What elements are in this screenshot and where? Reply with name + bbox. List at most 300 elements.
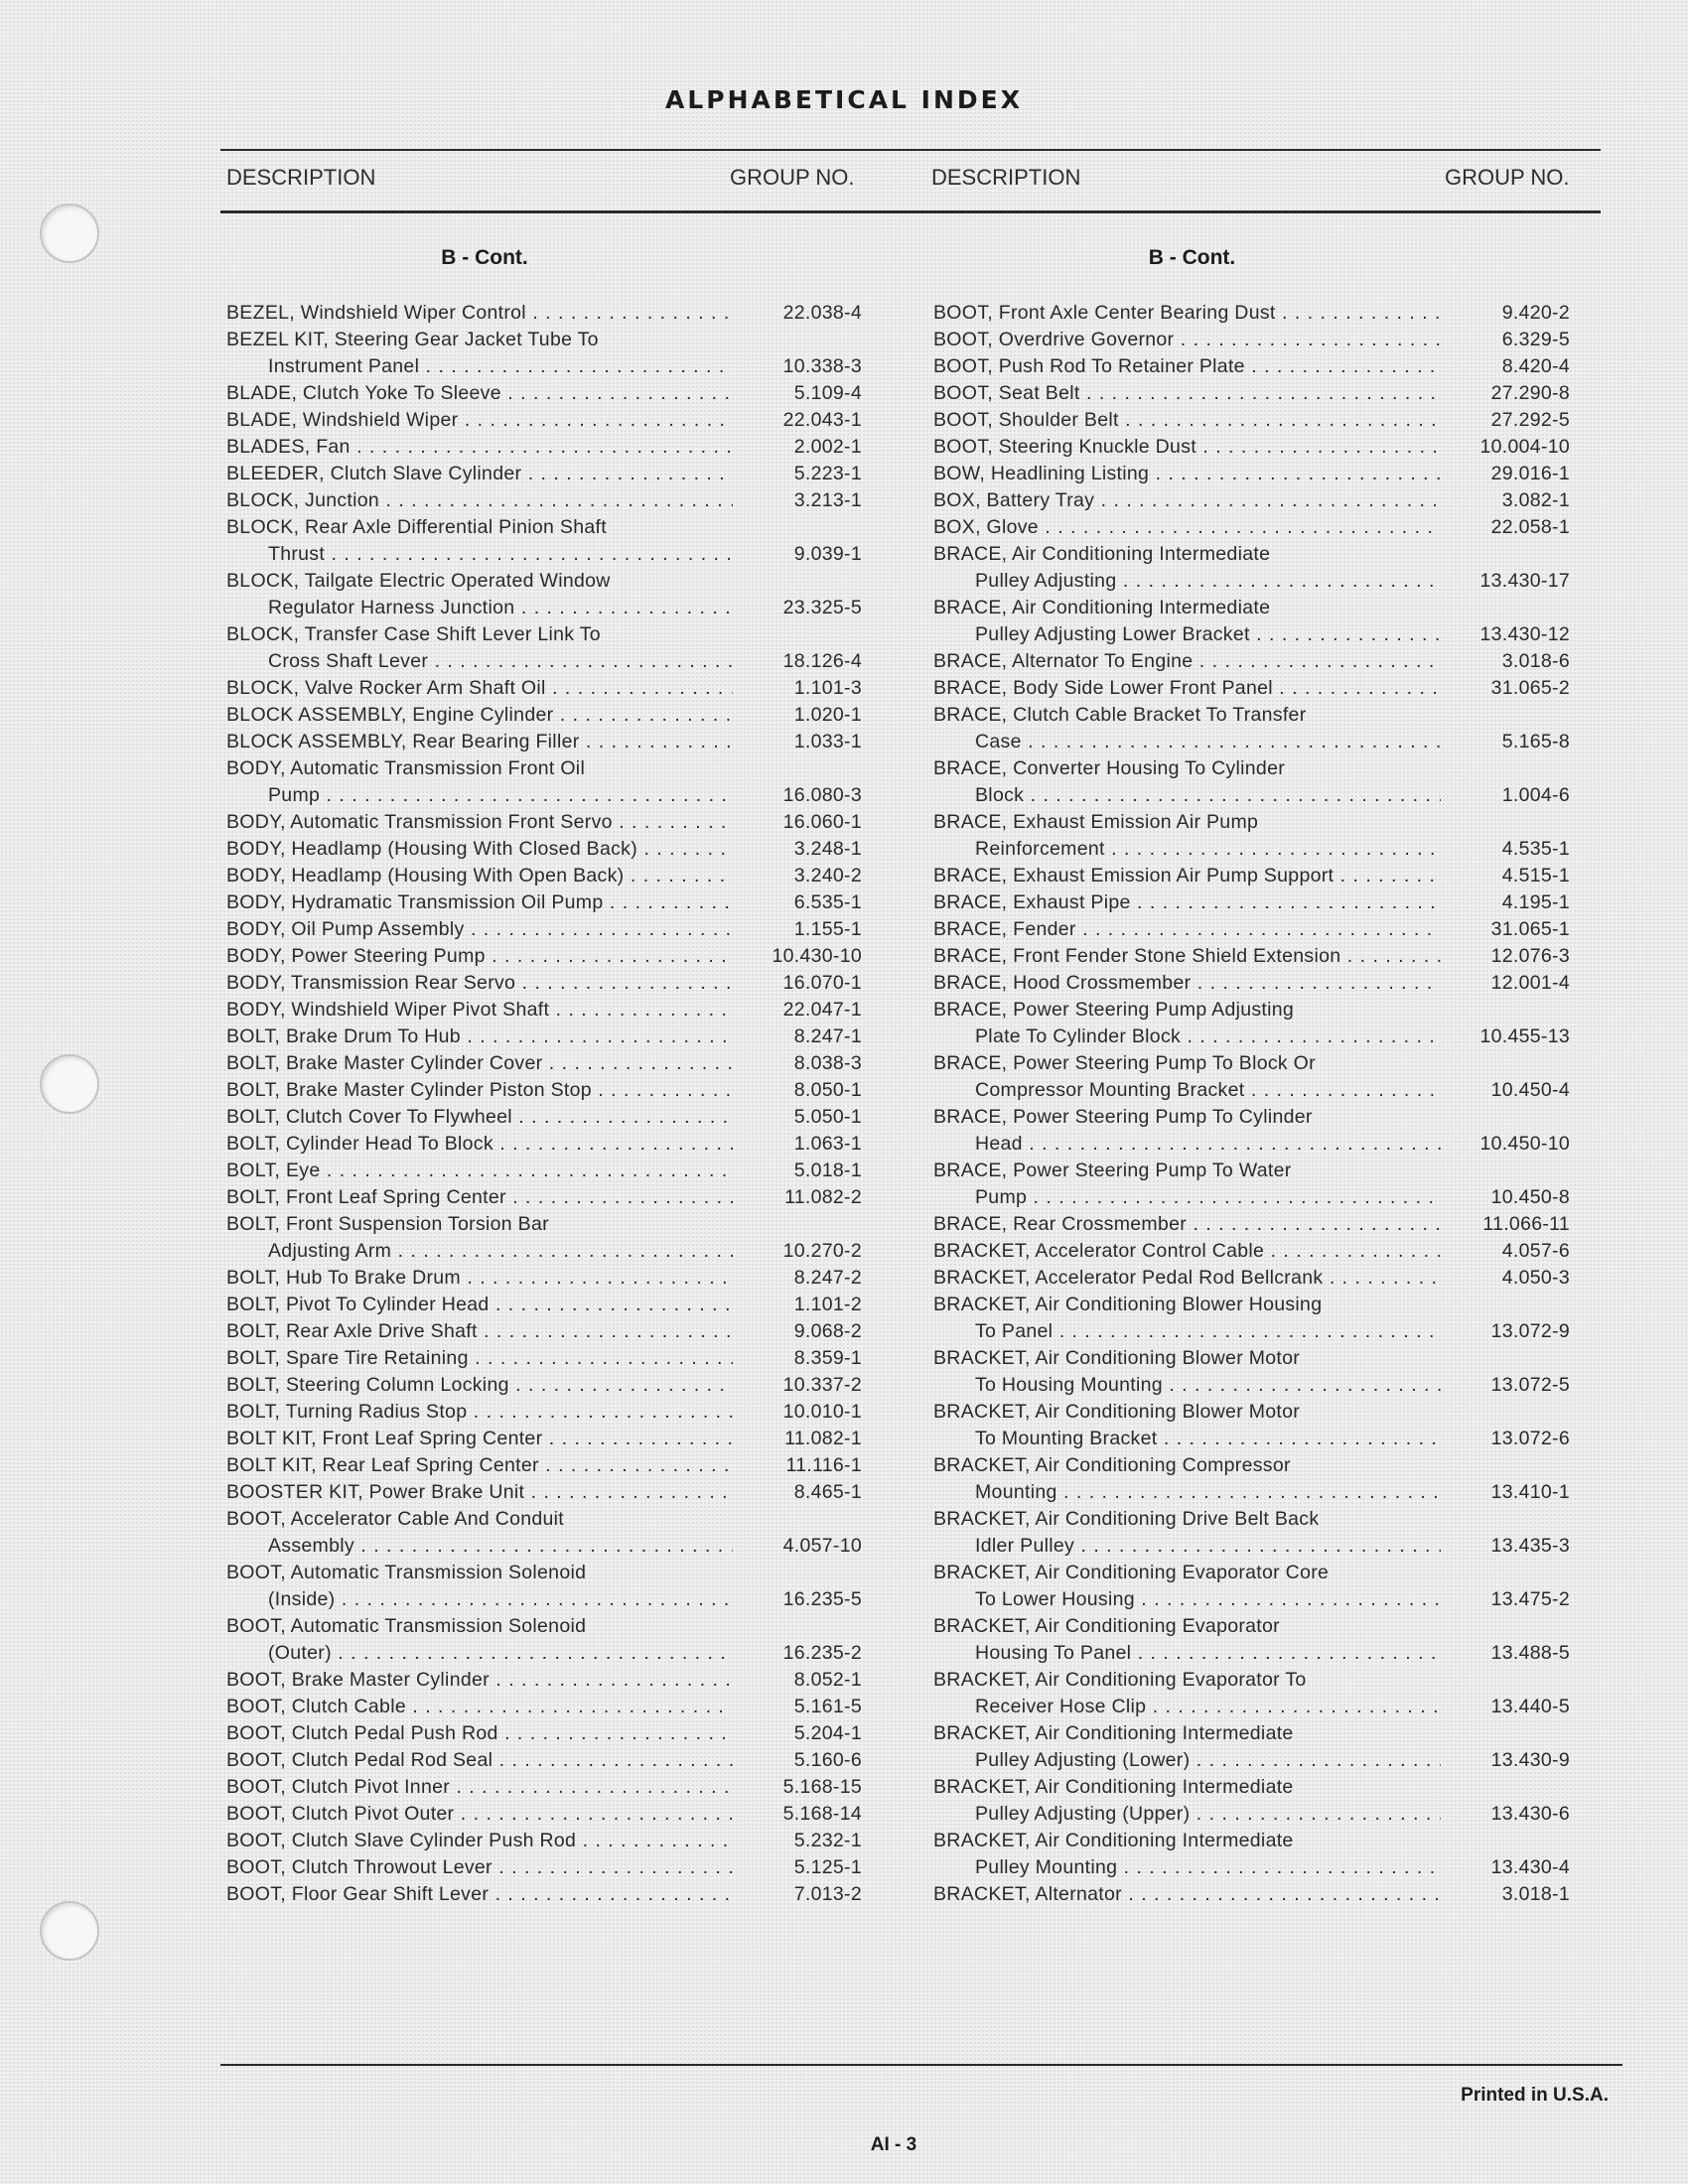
- entry-description: [226, 1560, 733, 1613]
- entry-group-number: 27.292-5: [1490, 409, 1570, 431]
- entry-group-number: 10.450-4: [1490, 1079, 1570, 1101]
- right-description-header: DESCRIPTION: [931, 165, 1081, 190]
- index-entry: [226, 1801, 862, 1828]
- entry-description: [226, 1747, 733, 1774]
- entry-description: [933, 702, 1441, 755]
- index-entry: [933, 1506, 1570, 1560]
- entry-description-line: BRACE, Air Conditioning Intermediate: [933, 543, 1271, 565]
- entry-description: [933, 327, 1441, 353]
- index-entry: [226, 327, 862, 380]
- entry-group-number: 1.020-1: [793, 704, 862, 726]
- index-entry: [933, 595, 1570, 648]
- index-entry: [933, 1399, 1570, 1452]
- entry-description: [226, 1158, 733, 1184]
- entry-description: [226, 1479, 733, 1506]
- entry-description-line: BOLT, Brake Drum To Hub . . .: [226, 1024, 733, 1050]
- entry-description-continuation: Housing To Panel . . .: [933, 1640, 1441, 1667]
- entry-description: [933, 434, 1441, 461]
- index-entry: [226, 1211, 862, 1265]
- entry-group-number: 10.004-10: [1479, 436, 1570, 458]
- entry-description-line: BOLT, Hub To Brake Drum . . .: [226, 1265, 733, 1292]
- entry-description-line: BRACE, Power Steering Pump To Water: [933, 1160, 1292, 1181]
- index-entry: [933, 300, 1570, 327]
- entry-description-continuation: Compressor Mounting Bracket . . .: [933, 1077, 1441, 1104]
- entry-description: [933, 863, 1441, 889]
- entry-group-number: 22.047-1: [782, 999, 862, 1021]
- index-entry: [226, 970, 862, 997]
- entry-description-line: BLEEDER, Clutch Slave Cylinder . . .: [226, 461, 733, 487]
- entry-description-continuation: To Housing Mounting . . .: [933, 1372, 1441, 1399]
- entry-group-number: 13.072-5: [1490, 1374, 1570, 1396]
- entry-description-line: BRACE, Hood Crossmember . . .: [933, 970, 1441, 997]
- entry-group-number: 8.052-1: [793, 1669, 862, 1691]
- index-entry: [226, 1077, 862, 1104]
- entry-description-line: BEZEL, Windshield Wiper Control . . .: [226, 300, 733, 327]
- entry-description: [933, 1211, 1441, 1238]
- entry-description: [933, 1667, 1441, 1720]
- index-entry: [226, 1479, 862, 1506]
- entry-description-continuation: Case . . .: [933, 729, 1441, 755]
- entry-group-number: 5.204-1: [793, 1722, 862, 1744]
- entry-description: [933, 943, 1441, 970]
- entry-group-number: 5.050-1: [793, 1106, 862, 1128]
- entry-group-number: 13.430-12: [1479, 623, 1570, 645]
- entry-description-continuation: Reinforcement . . .: [933, 836, 1441, 863]
- entry-description-continuation: Receiver Hose Clip . . .: [933, 1694, 1441, 1720]
- entry-description: [226, 380, 733, 407]
- entry-group-number: 29.016-1: [1490, 463, 1570, 484]
- entry-description-line: BOLT, Pivot To Cylinder Head . . .: [226, 1292, 733, 1318]
- index-entry: [933, 1158, 1570, 1211]
- entry-description-line: BRACE, Power Steering Pump To Block Or: [933, 1052, 1316, 1074]
- entry-description: [226, 809, 733, 836]
- entry-description: [933, 1292, 1441, 1345]
- entry-group-number: 3.018-1: [1501, 1883, 1570, 1905]
- entry-description-line: BLOCK, Transfer Case Shift Lever Link To: [226, 623, 601, 645]
- index-entry: [933, 702, 1570, 755]
- entry-description: [226, 1667, 733, 1694]
- entry-description-line: BLADES, Fan . . .: [226, 434, 733, 461]
- entry-group-number: 13.430-9: [1490, 1749, 1570, 1771]
- entry-group-number: 5.018-1: [793, 1160, 862, 1181]
- entry-description: [226, 1801, 733, 1828]
- index-entry: [226, 675, 862, 702]
- entry-description-line: BOLT, Brake Master Cylinder Cover . . .: [226, 1050, 733, 1077]
- entry-description: [226, 1318, 733, 1345]
- index-entry: [226, 1854, 862, 1881]
- index-entry: [933, 327, 1570, 353]
- entry-description: [226, 300, 733, 327]
- entry-description-line: BOOT, Clutch Pedal Push Rod . . .: [226, 1720, 733, 1747]
- entry-group-number: 4.535-1: [1501, 838, 1570, 860]
- entry-description-line: BRACKET, Air Conditioning Blower Motor: [933, 1347, 1301, 1369]
- entry-group-number: 3.240-2: [793, 865, 862, 887]
- entry-group-number: 27.290-8: [1490, 382, 1570, 404]
- index-entry: [226, 380, 862, 407]
- entry-group-number: 18.126-4: [782, 650, 862, 672]
- entry-description-line: BOOT, Shoulder Belt . . .: [933, 407, 1441, 434]
- entry-description-continuation: To Lower Housing . . .: [933, 1586, 1441, 1613]
- entry-group-number: 5.168-14: [782, 1803, 862, 1825]
- entry-description-line: BOOT, Clutch Pivot Outer . . .: [226, 1801, 733, 1828]
- entry-description: [226, 1024, 733, 1050]
- entry-description-line: BOLT, Spare Tire Retaining . . .: [226, 1345, 733, 1372]
- index-entry: [226, 809, 862, 836]
- entry-description: [933, 1158, 1441, 1211]
- entry-description-line: BOOT, Overdrive Governor . . .: [933, 327, 1441, 353]
- entry-group-number: 10.270-2: [782, 1240, 862, 1262]
- entry-group-number: 8.465-1: [793, 1481, 862, 1503]
- index-entry: [226, 1828, 862, 1854]
- entry-description: [226, 1104, 733, 1131]
- entry-description-line: BOX, Glove . . .: [933, 514, 1441, 541]
- entry-description: [933, 380, 1441, 407]
- entry-description-line: BOOT, Clutch Pedal Rod Seal . . .: [226, 1747, 733, 1774]
- entry-description: [933, 487, 1441, 514]
- entry-description-line: BRACE, Alternator To Engine . . .: [933, 648, 1441, 675]
- entry-description: [933, 1881, 1441, 1908]
- entry-description-line: BOOT, Accelerator Cable And Conduit: [226, 1508, 565, 1530]
- entry-description-line: BOLT, Turning Radius Stop . . .: [226, 1399, 733, 1426]
- entry-description-line: BRACE, Power Steering Pump To Cylinder: [933, 1106, 1313, 1128]
- entry-description: [226, 1828, 733, 1854]
- index-entry: [226, 621, 862, 675]
- entry-group-number: 13.410-1: [1490, 1481, 1570, 1503]
- entry-description: [933, 1560, 1441, 1613]
- entry-description-line: BOLT KIT, Rear Leaf Spring Center . . .: [226, 1452, 733, 1479]
- entry-description: [226, 1694, 733, 1720]
- footer-rule: [220, 2064, 1622, 2066]
- entry-description: [933, 1050, 1441, 1104]
- entry-description-line: BLOCK, Rear Axle Differential Pinion Shaft: [226, 516, 607, 538]
- entry-description: [226, 1506, 733, 1560]
- entry-group-number: 8.247-2: [793, 1267, 862, 1289]
- entry-description-line: BRACE, Converter Housing To Cylinder: [933, 757, 1286, 779]
- entry-group-number: 5.161-5: [793, 1696, 862, 1717]
- entry-group-number: 5.223-1: [793, 463, 862, 484]
- index-entry: [226, 1774, 862, 1801]
- entry-description: [933, 675, 1441, 702]
- entry-description: [226, 461, 733, 487]
- entry-description-line: BRACKET, Air Conditioning Intermediate: [933, 1722, 1294, 1744]
- entry-description-line: BLOCK ASSEMBLY, Rear Bearing Filler . . .: [226, 729, 733, 755]
- entry-group-number: 11.082-1: [784, 1428, 862, 1449]
- entry-description-line: BOLT, Eye . . .: [226, 1158, 733, 1184]
- entry-description: [933, 300, 1441, 327]
- entry-group-number: 16.070-1: [782, 972, 862, 994]
- entry-group-number: 13.430-4: [1490, 1856, 1570, 1878]
- entry-description-line: BOLT, Front Suspension Torsion Bar: [226, 1213, 549, 1235]
- entry-description-continuation: Assembly . . .: [226, 1533, 733, 1560]
- index-entry: [933, 997, 1570, 1050]
- entry-group-number: 31.065-1: [1490, 918, 1570, 940]
- entry-description-line: BRACE, Exhaust Pipe . . .: [933, 889, 1441, 916]
- entry-description: [226, 916, 733, 943]
- entry-description: [933, 1452, 1441, 1506]
- entry-description-continuation: Pump . . .: [226, 782, 733, 809]
- entry-description: [933, 970, 1441, 997]
- entry-group-number: 10.338-3: [782, 355, 862, 377]
- entry-description-line: BRACKET, Air Conditioning Compressor: [933, 1454, 1291, 1476]
- index-entry: [226, 434, 862, 461]
- index-entry: [226, 863, 862, 889]
- entry-description-line: BRACKET, Air Conditioning Intermediate: [933, 1776, 1294, 1798]
- entry-description: [933, 1104, 1441, 1158]
- entry-description-continuation: Block . . .: [933, 782, 1441, 809]
- entry-description-continuation: Pulley Adjusting (Upper) . . .: [933, 1801, 1441, 1828]
- entry-description-continuation: (Outer) . . .: [226, 1640, 733, 1667]
- entry-description: [933, 916, 1441, 943]
- entry-group-number: 3.082-1: [1501, 489, 1570, 511]
- entry-description: [933, 595, 1441, 648]
- index-entry: [226, 568, 862, 621]
- entry-description: [226, 675, 733, 702]
- entry-description-continuation: Instrument Panel . . .: [226, 353, 733, 380]
- entry-description: [226, 1211, 733, 1265]
- entry-description: [933, 1345, 1441, 1399]
- entry-group-number: 3.213-1: [793, 489, 862, 511]
- entry-description: [226, 327, 733, 380]
- entry-description-continuation: Pulley Adjusting Lower Bracket . . .: [933, 621, 1441, 648]
- entry-group-number: 1.063-1: [793, 1133, 862, 1155]
- entry-description: [933, 648, 1441, 675]
- entry-description-line: BOOSTER KIT, Power Brake Unit . . .: [226, 1479, 733, 1506]
- entry-group-number: 9.068-2: [793, 1320, 862, 1342]
- index-entries: [933, 300, 1570, 1908]
- entry-group-number: 5.168-15: [782, 1776, 862, 1798]
- entry-group-number: 3.018-6: [1501, 650, 1570, 672]
- entry-description: [933, 514, 1441, 541]
- entry-description: [933, 353, 1441, 380]
- entry-group-number: 23.325-5: [782, 597, 862, 618]
- entry-group-number: 1.033-1: [793, 731, 862, 752]
- index-entry: [226, 836, 862, 863]
- entry-description: [226, 487, 733, 514]
- index-entry: [933, 1104, 1570, 1158]
- entry-description-line: BOLT, Front Leaf Spring Center . . .: [226, 1184, 733, 1211]
- index-entry: [226, 889, 862, 916]
- binder-hole-middle: [40, 1054, 99, 1114]
- entry-group-number: 9.039-1: [793, 543, 862, 565]
- entry-description-line: BRACKET, Air Conditioning Drive Belt Back: [933, 1508, 1320, 1530]
- left-group-header: GROUP NO.: [730, 165, 855, 190]
- entry-description-line: BRACKET, Accelerator Pedal Rod Bellcrank . . .: [933, 1265, 1441, 1292]
- entry-description-line: BODY, Headlamp (Housing With Open Back) . . .: [226, 863, 733, 889]
- entry-group-number: 13.430-17: [1479, 570, 1570, 592]
- entry-description-line: BEZEL KIT, Steering Gear Jacket Tube To: [226, 329, 599, 350]
- entry-description: [933, 1506, 1441, 1560]
- entry-description-line: BODY, Power Steering Pump . . .: [226, 943, 733, 970]
- index-entry: [226, 1452, 862, 1479]
- index-entry: [933, 1881, 1570, 1908]
- entry-description-line: BOOT, Brake Master Cylinder . . .: [226, 1667, 733, 1694]
- entry-group-number: 22.043-1: [782, 409, 862, 431]
- entry-group-number: 13.072-6: [1490, 1428, 1570, 1449]
- entry-group-number: 10.450-8: [1490, 1186, 1570, 1208]
- entry-description-continuation: Idler Pulley . . .: [933, 1533, 1441, 1560]
- index-entry: [226, 1506, 862, 1560]
- entry-description-continuation: Thrust . . .: [226, 541, 733, 568]
- entry-description-continuation: (Inside) . . .: [226, 1586, 733, 1613]
- entry-description-continuation: Cross Shaft Lever . . .: [226, 648, 733, 675]
- entry-description-line: BOLT, Cylinder Head To Block . . .: [226, 1131, 733, 1158]
- index-entry: [226, 1024, 862, 1050]
- entry-group-number: 10.010-1: [782, 1401, 862, 1423]
- entry-description-line: BRACKET, Air Conditioning Blower Motor: [933, 1401, 1301, 1423]
- entry-description-continuation: Plate To Cylinder Block . . .: [933, 1024, 1441, 1050]
- entry-description-line: BOOT, Clutch Cable . . .: [226, 1694, 733, 1720]
- page-title: ALPHABETICAL INDEX: [664, 85, 1024, 114]
- entry-description-line: BRACKET, Air Conditioning Evaporator: [933, 1615, 1280, 1637]
- entry-group-number: 8.038-3: [793, 1052, 862, 1074]
- header-bottom-rule: [220, 210, 1601, 213]
- index-entry: [933, 1211, 1570, 1238]
- entry-group-number: 1.004-6: [1501, 784, 1570, 806]
- entry-description-line: BRACKET, Air Conditioning Evaporator To: [933, 1669, 1307, 1691]
- entry-description-continuation: Regulator Harness Junction . . .: [226, 595, 733, 621]
- index-entry: [933, 943, 1570, 970]
- index-entry: [933, 809, 1570, 863]
- entry-description-line: BLADE, Clutch Yoke To Sleeve . . .: [226, 380, 733, 407]
- index-entry: [933, 434, 1570, 461]
- entry-description: [933, 1774, 1441, 1828]
- index-entry: [933, 541, 1570, 595]
- index-entry: [933, 648, 1570, 675]
- entry-group-number: 5.160-6: [793, 1749, 862, 1771]
- entry-description: [933, 889, 1441, 916]
- index-entry: [933, 1050, 1570, 1104]
- entry-group-number: 16.080-3: [782, 784, 862, 806]
- entry-group-number: 10.455-13: [1479, 1025, 1570, 1047]
- entry-group-number: 11.116-1: [785, 1454, 862, 1476]
- index-entry: [226, 1372, 862, 1399]
- entry-description: [226, 621, 733, 675]
- index-entry: [226, 487, 862, 514]
- index-entry: [933, 675, 1570, 702]
- entry-description: [226, 970, 733, 997]
- entry-description: [933, 461, 1441, 487]
- entry-description: [226, 1613, 733, 1667]
- index-entry: [933, 514, 1570, 541]
- left-index-column: [226, 246, 862, 1908]
- entry-description: [933, 1613, 1441, 1667]
- entry-group-number: 8.359-1: [793, 1347, 862, 1369]
- entry-group-number: 1.101-3: [793, 677, 862, 699]
- entry-group-number: 13.430-6: [1490, 1803, 1570, 1825]
- index-entry: [226, 729, 862, 755]
- entry-description: [226, 1077, 733, 1104]
- right-index-column: [933, 246, 1570, 1908]
- entry-group-number: 6.535-1: [793, 891, 862, 913]
- entry-description-line: BLOCK ASSEMBLY, Engine Cylinder . . .: [226, 702, 733, 729]
- entry-description: [933, 1828, 1441, 1881]
- header-top-rule: [220, 149, 1601, 151]
- entry-description-line: BOX, Battery Tray . . .: [933, 487, 1441, 514]
- index-entry: [933, 755, 1570, 809]
- entry-group-number: 4.050-3: [1501, 1267, 1570, 1289]
- entry-description-line: BLADE, Windshield Wiper . . .: [226, 407, 733, 434]
- entry-group-number: 4.057-10: [782, 1535, 862, 1557]
- entry-description: [226, 1265, 733, 1292]
- index-entry: [933, 889, 1570, 916]
- entry-description-continuation: To Panel . . .: [933, 1318, 1441, 1345]
- entry-group-number: 3.248-1: [793, 838, 862, 860]
- entry-description-line: BODY, Transmission Rear Servo . . .: [226, 970, 733, 997]
- entry-description-continuation: Pulley Adjusting . . .: [933, 568, 1441, 595]
- entry-description-line: BRACE, Clutch Cable Bracket To Transfer: [933, 704, 1307, 726]
- binder-hole-top: [40, 204, 99, 263]
- index-entry: [226, 1720, 862, 1747]
- entry-group-number: 1.155-1: [793, 918, 862, 940]
- index-entry: [226, 1694, 862, 1720]
- index-entry: [226, 997, 862, 1024]
- entry-group-number: 11.066-11: [1482, 1213, 1570, 1235]
- entry-description-line: BOW, Headlining Listing . . .: [933, 461, 1441, 487]
- entry-group-number: 5.125-1: [793, 1856, 862, 1878]
- entry-group-number: 13.440-5: [1490, 1696, 1570, 1717]
- section-heading: B - Cont.: [441, 246, 528, 269]
- entry-group-number: 8.420-4: [1501, 355, 1570, 377]
- entry-description-line: BRACE, Front Fender Stone Shield Extension . . .: [933, 943, 1441, 970]
- entry-description-line: BRACKET, Air Conditioning Intermediate: [933, 1830, 1294, 1851]
- entry-description: [226, 836, 733, 863]
- entry-description: [226, 943, 733, 970]
- entry-group-number: 5.109-4: [793, 382, 862, 404]
- entry-description-line: BOLT, Rear Axle Drive Shaft . . .: [226, 1318, 733, 1345]
- entry-description: [933, 1265, 1441, 1292]
- entry-group-number: 12.001-4: [1490, 972, 1570, 994]
- index-entry: [226, 1667, 862, 1694]
- entry-description-continuation: Adjusting Arm . . .: [226, 1238, 733, 1265]
- entry-group-number: 8.050-1: [793, 1079, 862, 1101]
- entry-description-continuation: Mounting . . .: [933, 1479, 1441, 1506]
- entry-description-line: BLOCK, Tailgate Electric Operated Window: [226, 570, 611, 592]
- entry-description: [226, 729, 733, 755]
- index-entry: [226, 1881, 862, 1908]
- index-entry: [933, 1828, 1570, 1881]
- index-entry: [226, 1292, 862, 1318]
- entry-description: [226, 1426, 733, 1452]
- entry-description: [226, 1372, 733, 1399]
- entry-group-number: 11.082-2: [784, 1186, 862, 1208]
- entry-description-line: BOOT, Steering Knuckle Dust . . .: [933, 434, 1441, 461]
- entry-description-line: BODY, Oil Pump Assembly . . .: [226, 916, 733, 943]
- entry-description: [933, 407, 1441, 434]
- entry-group-number: 4.195-1: [1501, 891, 1570, 913]
- index-entry: [933, 1560, 1570, 1613]
- entry-description-line: BRACKET, Air Conditioning Evaporator Core: [933, 1562, 1330, 1583]
- entry-group-number: 13.072-9: [1490, 1320, 1570, 1342]
- index-entry: [226, 1158, 862, 1184]
- index-entry: [933, 1238, 1570, 1265]
- entry-description: [226, 1774, 733, 1801]
- entry-description: [933, 1238, 1441, 1265]
- entry-description-line: BRACE, Power Steering Pump Adjusting: [933, 999, 1295, 1021]
- index-entry: [226, 1345, 862, 1372]
- entry-description: [226, 1452, 733, 1479]
- index-entry: [226, 702, 862, 729]
- left-description-header: DESCRIPTION: [226, 165, 376, 190]
- entry-description-line: BOLT, Steering Column Locking . . .: [226, 1372, 733, 1399]
- index-entry: [226, 300, 862, 327]
- binder-hole-bottom: [40, 1901, 99, 1961]
- entry-description-line: BOOT, Front Axle Center Bearing Dust . . .: [933, 300, 1441, 327]
- entry-group-number: 5.232-1: [793, 1830, 862, 1851]
- entry-description-line: BODY, Headlamp (Housing With Closed Back) . . .: [226, 836, 733, 863]
- entry-description-line: BRACE, Exhaust Emission Air Pump: [933, 811, 1259, 833]
- index-entry: [226, 1613, 862, 1667]
- entry-description-line: BRACE, Body Side Lower Front Panel . . .: [933, 675, 1441, 702]
